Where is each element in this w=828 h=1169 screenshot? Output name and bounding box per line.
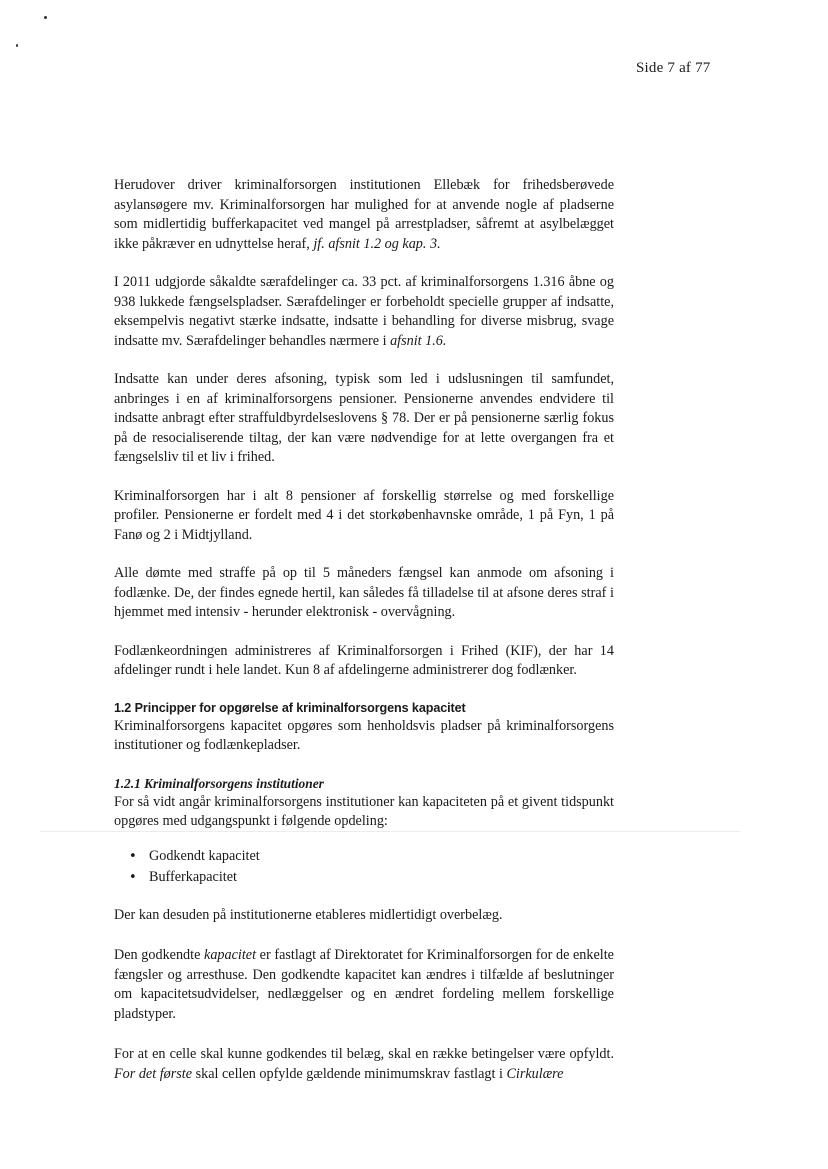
paragraph-pensioner: Indsatte kan under deres afsoning, typisk som led i udslusningen til samfundet, anbringes i en af kriminalforsorgens pensioner. Pensionerne anvendes endvidere til indsatte anbragt efter straffuldbyrdelseslovens § 78. Der er på pensionerne særlig fokus på de resocialiserende tiltag, der kan være nødvendige for at lette overgangen fra et fængselsliv til et liv i frihed. bbox=[114, 371, 614, 465]
scan-speck bbox=[16, 44, 18, 47]
cross-reference: jf. afsnit 1.2 og kap. 3. bbox=[313, 235, 441, 252]
paragraph-pensioner-fordeling: Kriminalforsorgen har i alt 8 pensioner af forskellig størrelse og med forskellige profiler. Pensionerne er fordelt med 4 i det storkøbenhavnske område, 1 på Fyn, 1 på Fanø og 2 i Midtjylland. bbox=[114, 487, 614, 543]
list-item: • Bufferkapacitet bbox=[129, 867, 614, 888]
paragraph-text: skal cellen opfylde gældende minimumskrav fastlagt i bbox=[192, 1065, 507, 1082]
section-heading-1-2: 1.2 Principper for opgørelse af kriminalforsorgens kapacitet bbox=[114, 700, 466, 715]
paragraph-kapacitet: Kriminalforsorgens kapacitet opgøres som henholdsvis pladser på kriminalforsorgens institutioner og fodlænkepladser. bbox=[114, 717, 614, 753]
scan-speck bbox=[44, 16, 47, 19]
emphasis: For det første bbox=[114, 1065, 193, 1082]
paragraph-text: I 2011 udgjorde såkaldte særafdelinger ca. 33 pct. af kriminalforsorgens 1.316 åbne og 938 lukkede fængselspladser. Særafdelinger er forbeholdt specielle grupper af indsatte, eksempelvis negativt stærke indsatte, indsatte i behandling for diverse misbrug, svage indsatte mv. Særafdelinger behandles nærmere i bbox=[114, 274, 614, 349]
paragraph-kif: Fodlænkeordningen administreres af Kriminalforsorgen i Frihed (KIF), der har 14 afdelinger rundt i hele landet. Kun 8 af afdelingerne administrerer dog fodlænker. bbox=[114, 642, 614, 678]
paragraph-fodlaenke: Alle dømte med straffe på op til 5 måneders fængsel kan anmode om afsoning i fodlænke. De, der findes egnede hertil, kan således få tilladelse til at afsone deres straf i hjemmet med intensiv - herunder elektronisk - overvågning. bbox=[114, 565, 614, 620]
emphasis: Cirkulære bbox=[506, 1065, 564, 1082]
page-number: Side 7 af 77 bbox=[636, 60, 711, 76]
paragraph-ellebaek bbox=[114, 176, 614, 254]
cross-reference: afsnit 1.6. bbox=[390, 332, 447, 349]
emphasis: kapacitet bbox=[204, 947, 257, 963]
paragraph-text: Den godkendte bbox=[114, 947, 205, 963]
paragraph-saerafdelinger bbox=[114, 273, 614, 351]
paragraph-betingelser bbox=[114, 1045, 614, 1084]
section-heading-1-2-1: 1.2.1 Kriminalforsorgens institutioner bbox=[114, 775, 324, 791]
document-body bbox=[114, 176, 614, 1103]
capacity-list bbox=[114, 846, 614, 888]
list-item: • Godkendt kapacitet bbox=[129, 846, 614, 867]
paragraph-overbelaeg: Der kan desuden på institutionerne etableres midlertidigt overbelæg. bbox=[114, 906, 503, 923]
paragraph-text: Herudover driver kriminalforsorgen institutionen Ellebæk for frihedsberøvede asylansøgere mv. Kriminalforsorgen har mulighed for at anvende nogle af pladserne som midlertidig bufferkapacitet ved mangel på arrestpladser, såfremt at asylbelægget ikke påkræver en udnyttelse heraf, bbox=[114, 177, 614, 252]
paragraph-godkendt-kapacitet bbox=[114, 946, 614, 1024]
paragraph-opdeling: For så vidt angår kriminalforsorgens institutioner kan kapaciteten på et givent tidspunkt opgøres med udgangspunkt i følgende opdeling: bbox=[114, 793, 614, 829]
paragraph-text: For at en celle skal kunne godkendes til belæg, skal en række betingelser være opfyldt. bbox=[114, 1046, 614, 1062]
paragraph-text: er fastlagt af Direktoratet for Kriminalforsorgen for de enkelte fængsler og arresthuse. Den godkendte kapacitet kan ændres i tilfælde af beslutninger om kapacitetsudvidelser, nedlæggelser og en ændret fordeling mellem forskellige pladstyper. bbox=[114, 947, 614, 1022]
